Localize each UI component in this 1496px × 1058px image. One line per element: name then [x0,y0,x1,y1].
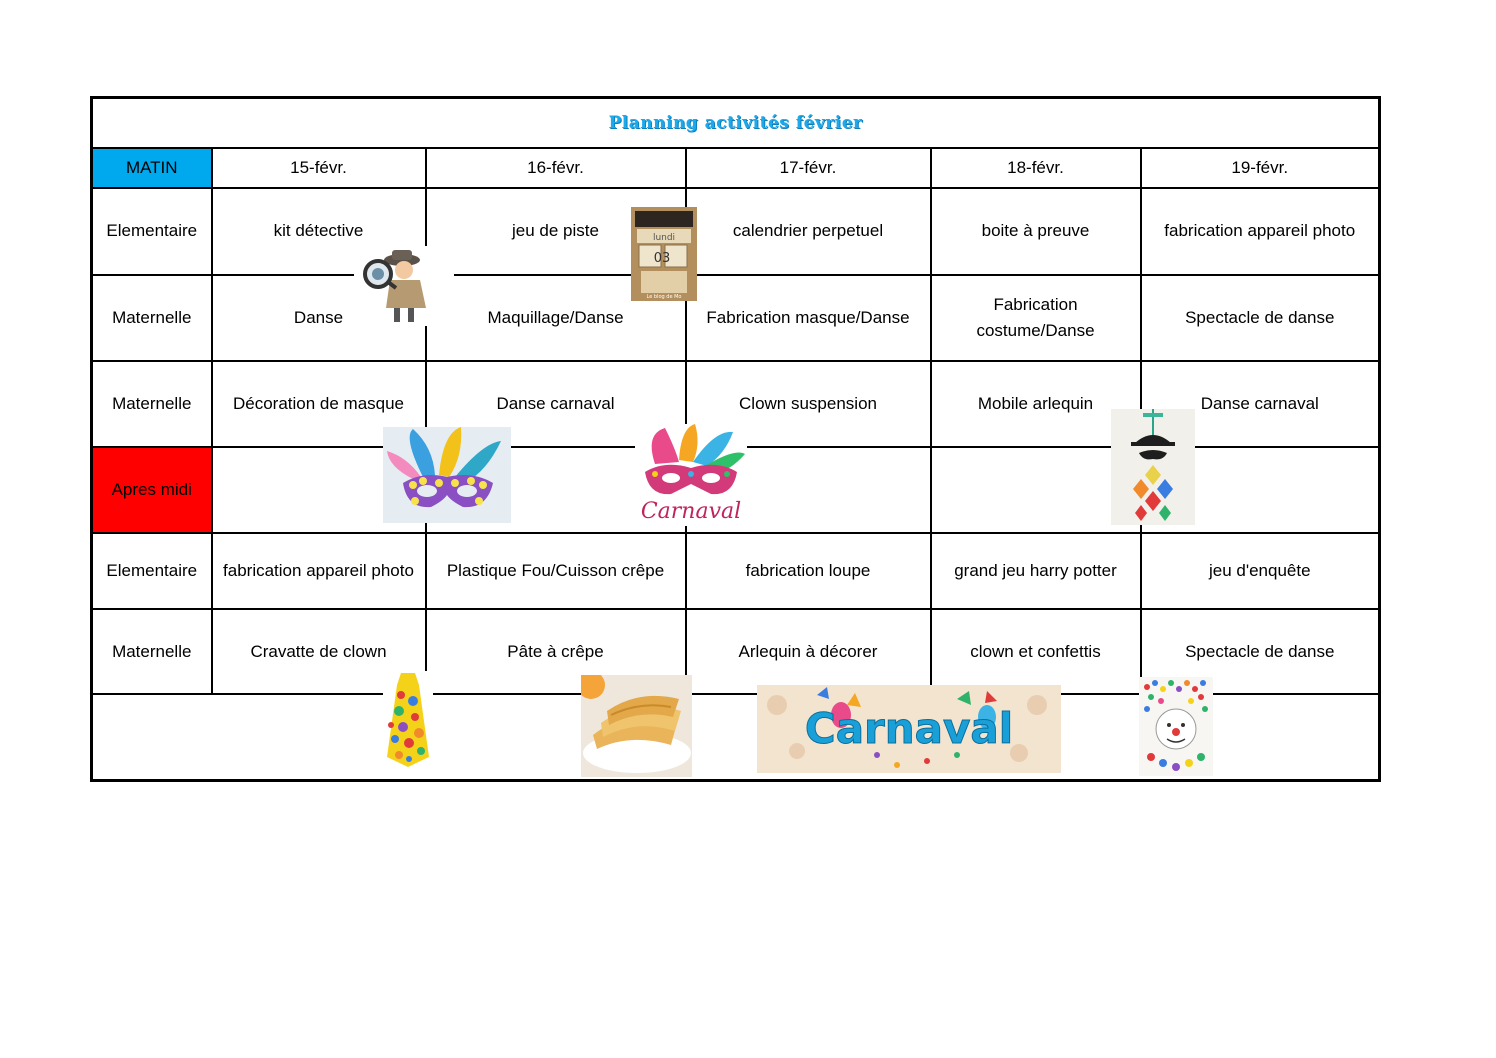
activity-cell: jeu de piste [426,188,686,274]
carnaval-banner-icon [757,685,1061,773]
activity-cell: grand jeu harry potter [931,533,1141,609]
calendar-picture [631,207,697,301]
activity-cell: fabrication appareil photo [1141,188,1380,274]
activity-cell: fabrication loupe [686,533,931,609]
day-header: 15-févr. [212,148,426,188]
activity-cell: Danse carnaval [1141,361,1380,447]
activity-cell: Fabrication costume/Danse [931,275,1141,361]
activity-cell: Cravatte de clown [212,609,426,693]
feather-mask-picture [383,427,511,523]
detective-icon [354,246,454,326]
calendar-credit: Le blog de Mo [646,294,682,300]
calendar-icon [631,207,697,301]
activity-cell: Clown suspension [686,361,931,447]
table-row [92,188,1380,274]
group-label: Elementaire [92,188,212,274]
group-label: Elementaire [92,533,212,609]
table-row [92,275,1380,361]
feather-mask-icon [383,427,511,523]
crepes-picture [581,675,692,777]
group-label: Maternelle [92,609,212,693]
group-label: Maternelle [92,275,212,361]
table-row [92,533,1380,609]
arlequin-mobile-picture [1111,409,1195,525]
day-header: 18-févr. [931,148,1141,188]
clown-confetti-picture [1139,677,1213,776]
activity-cell: Plastique Fou/Cuisson crêpe [426,533,686,609]
activity-cell: Danse [212,275,426,361]
carnaval-mask-text: Carnaval [640,499,742,524]
activity-cell: Mobile arlequin [931,361,1141,447]
activity-cell: Maquillage/Danse [426,275,686,361]
carnaval-mask-picture [635,424,747,526]
activity-cell: boite à preuve [931,188,1141,274]
carnaval-mask-icon [635,424,747,526]
activity-cell: Arlequin à décorer [686,609,931,693]
carnaval-banner-text: Carnaval [804,704,1014,753]
day-header: 16-févr. [426,148,686,188]
group-label: Maternelle [92,361,212,447]
activity-cell: Spectacle de danse [1141,275,1380,361]
clown-tie-picture [383,671,433,769]
activity-cell: kit détective [212,188,426,274]
activity-cell: jeu d'enquête [1141,533,1380,609]
page-title: Planning activités février [92,98,1380,149]
activity-cell: Décoration de masque [212,361,426,447]
section-matin: MATIN [92,148,212,188]
calendar-number: 03 [653,251,671,266]
clown-confetti-icon [1139,677,1213,776]
activity-cell: Fabrication masque/Danse [686,275,931,361]
empty-cell [931,447,1141,533]
activity-cell: clown et confettis [931,609,1141,693]
activity-cell: fabrication appareil photo [212,533,426,609]
crepes-icon [581,675,692,777]
clown-tie-icon [383,671,433,769]
carnaval-banner-picture [757,685,1061,773]
day-header: 19-févr. [1141,148,1380,188]
arlequin-mobile-icon [1111,409,1195,525]
section-apres-midi: Apres midi [92,447,212,533]
day-header: 17-févr. [686,148,931,188]
calendar-day: lundi [652,233,676,243]
activity-cell: Danse carnaval [426,361,686,447]
detective-picture [354,246,454,326]
activity-cell: calendrier perpetuel [686,188,931,274]
activity-cell: Pâte à crêpe [426,609,686,693]
activity-cell: Spectacle de danse [1141,609,1380,693]
